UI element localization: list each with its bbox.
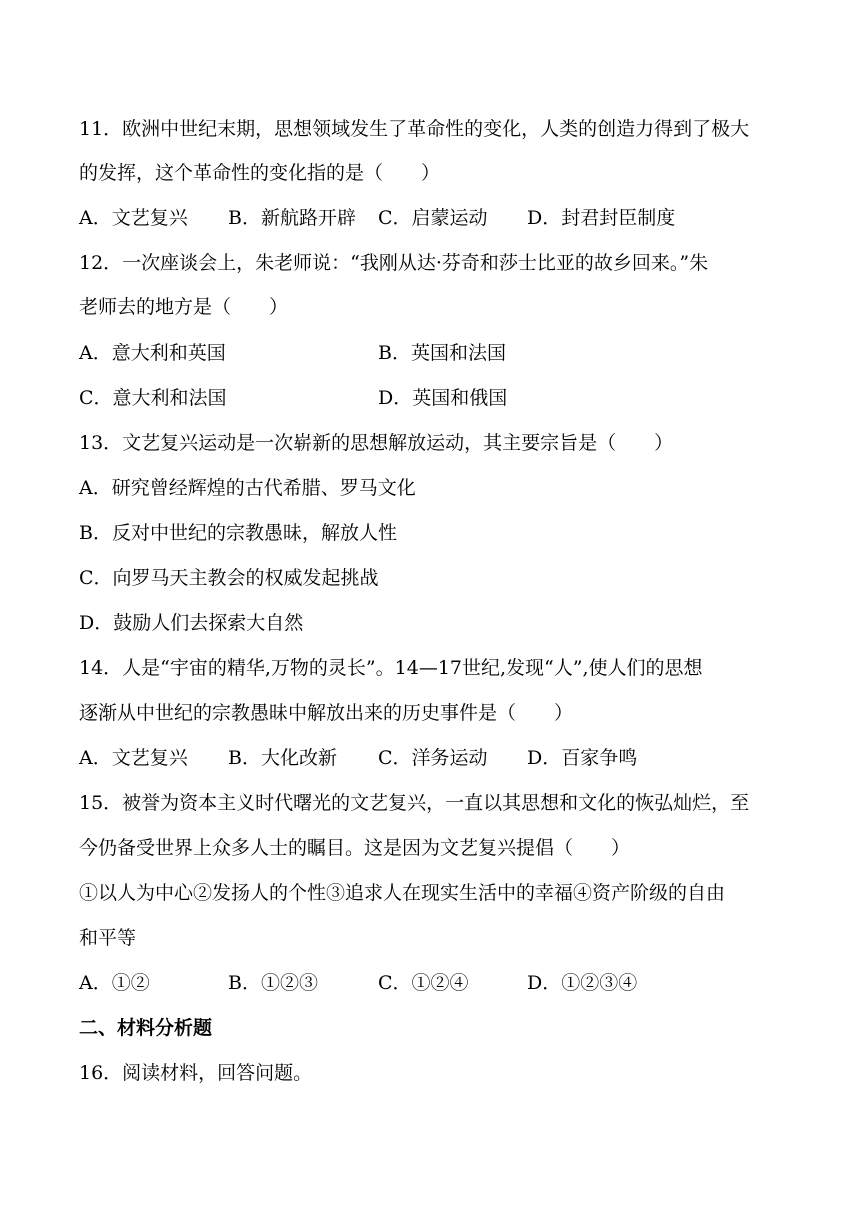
question-16-stem: 16．阅读材料，回答问题。 (79, 1062, 313, 1084)
option-c: C．①②④ (378, 972, 469, 994)
option-a: A．①② (79, 972, 150, 994)
question-14-stem-line-2: 逐渐从中世纪的宗教愚昧中解放出来的历史事件是（ ） (79, 702, 574, 724)
option-c: C．意大利和法国 (79, 387, 227, 409)
question-13-option-a: A．研究曾经辉煌的古代希腊、罗马文化 (79, 477, 416, 499)
question-15-stem-line-1: 15．被誉为资本主义时代曙光的文艺复兴，一直以其思想和文化的恢弘灿烂，至 (79, 792, 750, 814)
question-15-stem-line-2: 今仍备受世界上众多人士的瞩目。这是因为文艺复兴提倡（ ） (79, 837, 631, 859)
question-13-option-d: D．鼓励人们去探索大自然 (79, 612, 304, 634)
option-d: D．封君封臣制度 (527, 207, 676, 229)
question-13-option-c: C．向罗马天主教会的权威发起挑战 (79, 567, 379, 589)
option-b: B．大化改新 (228, 747, 337, 769)
question-11-stem-line-2: 的发挥，这个革命性的变化指的是（ ） (79, 162, 441, 184)
question-14-stem-line-1: 14．人是“宇宙的精华,万物的灵长”。14—17世纪,发现“人”,使人们的思想 (79, 657, 703, 679)
option-c: C．洋务运动 (378, 747, 488, 769)
question-12-stem-line-2: 老师去的地方是（ ） (79, 296, 289, 318)
question-13-option-b: B．反对中世纪的宗教愚昧，解放人性 (79, 522, 397, 544)
section-heading: 二、材料分析题 (79, 1017, 213, 1039)
option-d: D．百家争鸣 (527, 747, 638, 769)
question-15-stem-line-3: ①以人为中心②发扬人的个性③追求人在现实生活中的幸福④资产阶级的自由 (79, 882, 726, 904)
option-a: A．文艺复兴 (79, 747, 188, 769)
option-b: B．①②③ (228, 972, 318, 994)
option-d: D．①②③④ (527, 972, 638, 994)
question-12-stem-line-1: 12．一次座谈会上，朱老师说：“我刚从达·芬奇和莎士比亚的故乡回来。”朱 (79, 252, 709, 274)
option-c: C．启蒙运动 (378, 207, 488, 229)
option-a: A．意大利和英国 (79, 342, 226, 364)
question-11-stem-line-1: 11．欧洲中世纪末期，思想领域发生了革命性的变化，人类的创造力得到了极大 (79, 118, 750, 140)
option-a: A．文艺复兴 (79, 207, 188, 229)
option-b: B．新航路开辟 (228, 207, 356, 229)
option-b: B．英国和法国 (378, 342, 506, 364)
option-d: D．英国和俄国 (378, 387, 508, 409)
question-15-stem-line-4: 和平等 (79, 927, 137, 949)
question-13-stem: 13．文艺复兴运动是一次崭新的思想解放运动，其主要宗旨是（ ） (79, 432, 674, 454)
